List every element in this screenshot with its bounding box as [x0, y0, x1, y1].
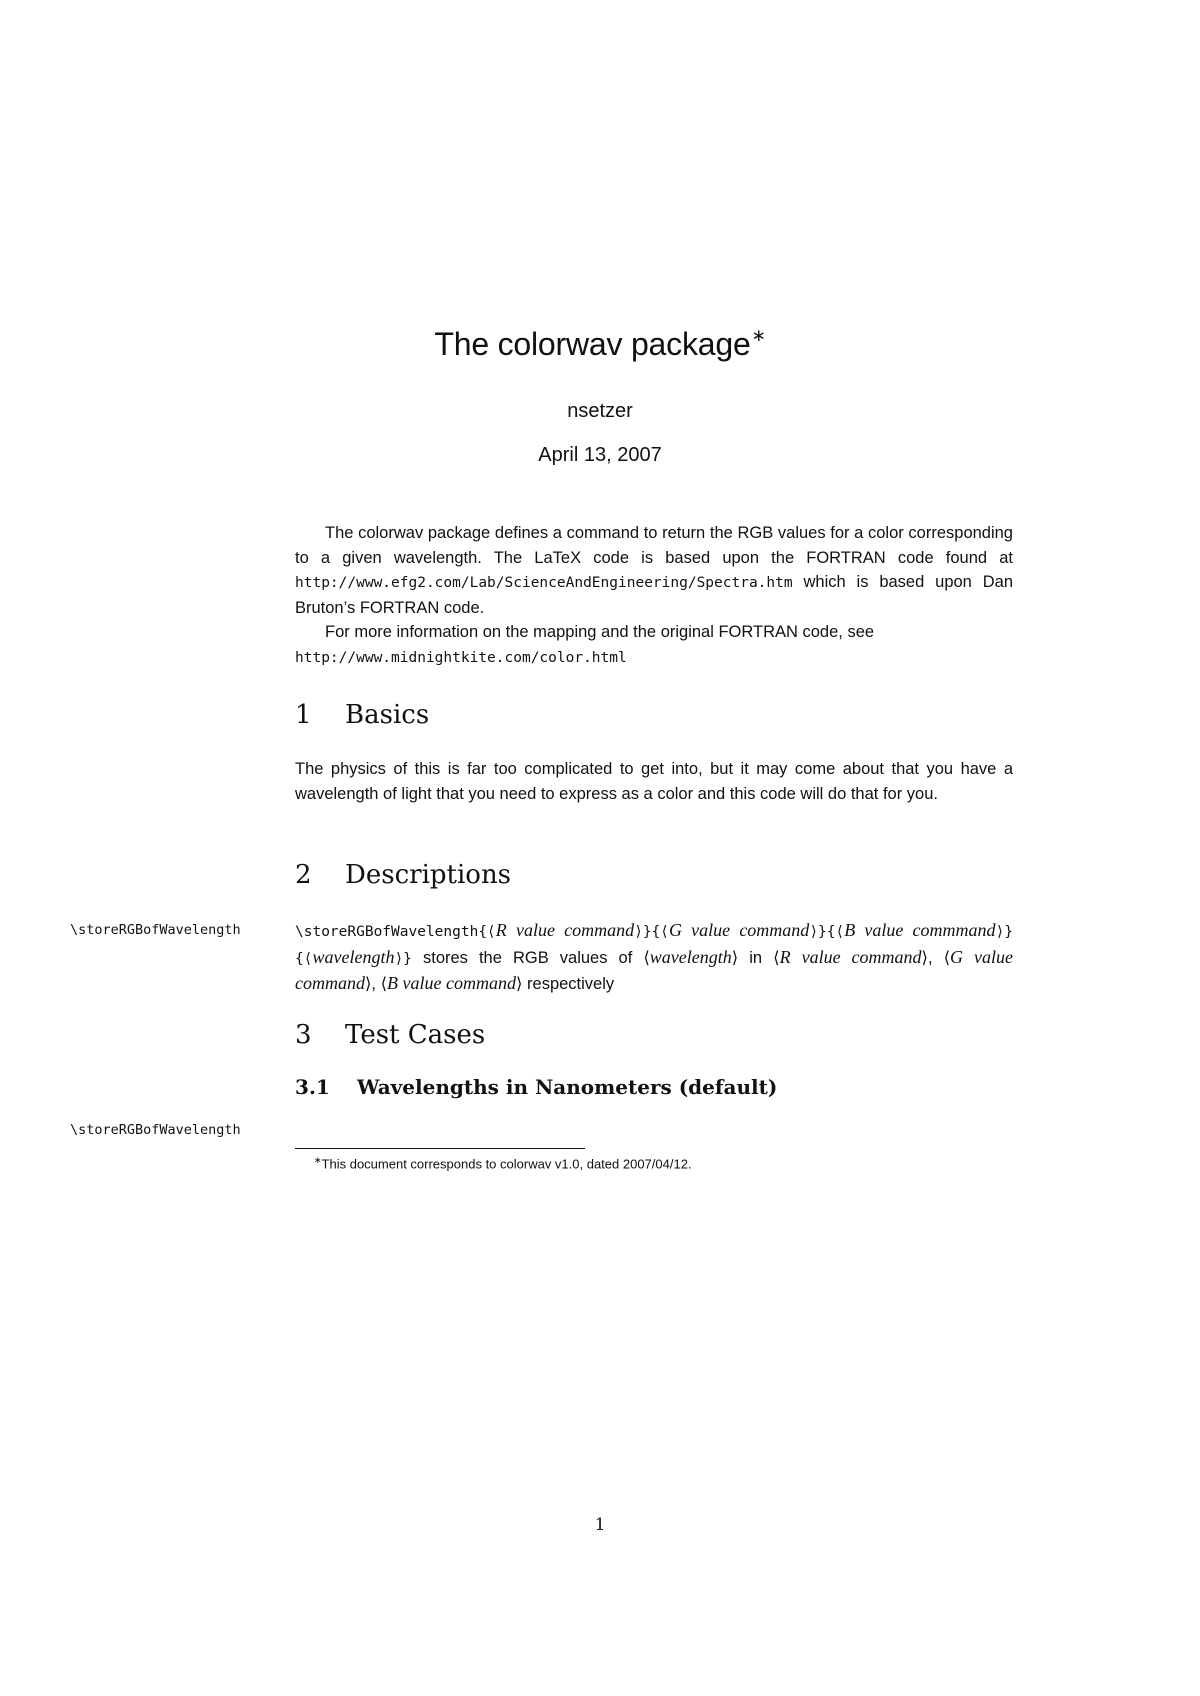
document-title: The colorwav package∗: [434, 326, 766, 362]
abstract: [295, 521, 1013, 670]
document-date: April 13, 2007: [538, 444, 662, 466]
margin-command-label: \storeRGBofWavelength: [70, 922, 241, 938]
command-name: \storeRGBofWavelength: [295, 924, 479, 940]
footnote: ∗This document corresponds to colorwav v1.0, dated 2007/04/12.: [314, 1155, 692, 1172]
margin-command-label-2: \storeRGBofWavelength: [70, 1122, 241, 1138]
abstract-paragraph-2: For more information on the mapping and the original FORTRAN code, see http://www.midnightkite.com/color.html: [295, 623, 875, 666]
abstract-paragraph-1: The colorwav package defines a command to return the RGB values for a color corresponding to a given wavelength. The LaTeX code is based upon the FORTRAN code found at http://www.efg2.com/Lab/ScienceAndEngineering/Spectra.htm which is based upon Dan Bruton’s FORTRAN code.: [295, 524, 1013, 617]
section-heading-descriptions: 2 Descriptions: [295, 860, 512, 890]
section-basics-body: The physics of this is far too complicated to get into, but it may come about that you have a wavelength of light that you need to express as a color and this code will do that for you.: [295, 760, 1013, 803]
section-heading-test-cases: 3 Test Cases: [295, 1020, 486, 1050]
subsection-heading-wavelengths: 3.1 Wavelengths in Nanometers (default): [295, 1075, 778, 1099]
midnightkite-url-link[interactable]: http://www.midnightkite.com/color.html: [295, 649, 627, 666]
page-number: 1: [594, 1515, 606, 1535]
efg2-url-link[interactable]: http://www.efg2.com/Lab/ScienceAndEngineering/Spectra.htm: [295, 575, 793, 591]
command-description: \storeRGBofWavelength{⟨R value command⟩}{⟨G value command⟩}{⟨B value commmand⟩}{⟨wavelength⟩} stores the RGB values of ⟨wavelength⟩ in ⟨R value command⟩, ⟨G value command⟩, ⟨B value command⟩ respectively: [295, 920, 1013, 993]
title-footnote-mark: ∗: [751, 326, 766, 345]
section-heading-basics: 1 Basics: [295, 700, 430, 730]
footnote-rule: [295, 1148, 585, 1149]
document-author: nsetzer: [567, 400, 633, 422]
